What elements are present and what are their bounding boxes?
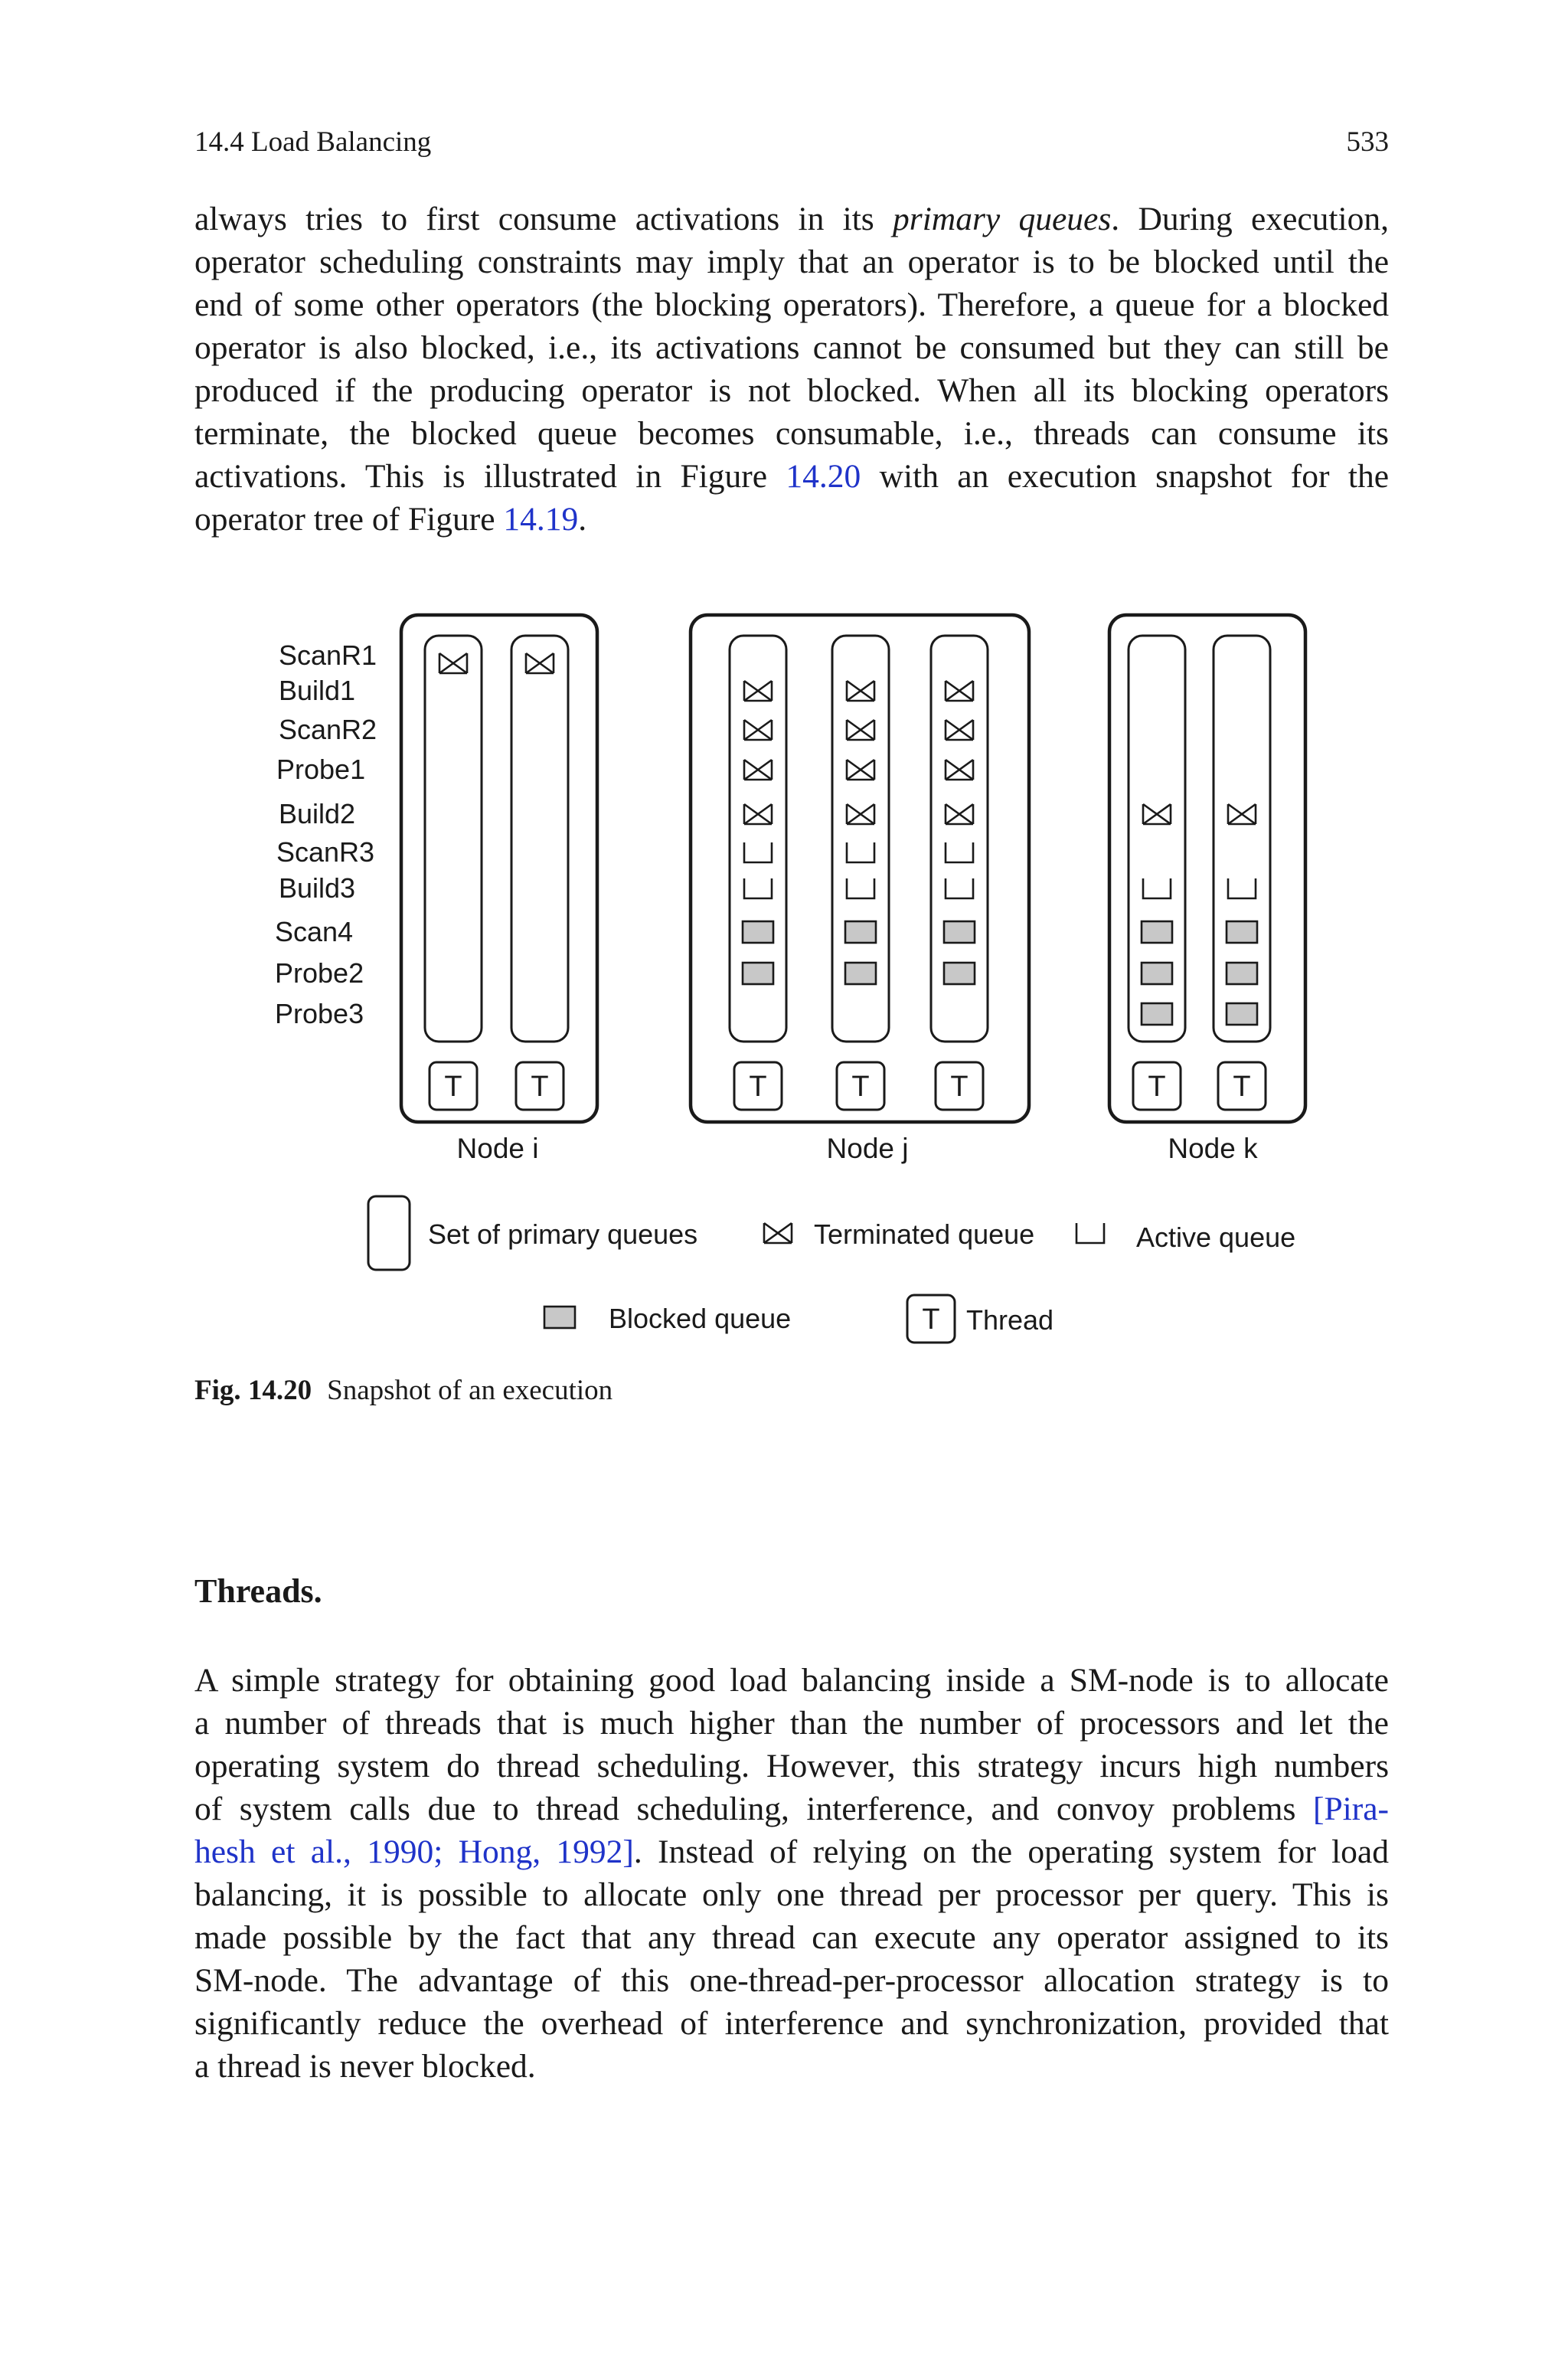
blocked-queue-legend-icon (544, 1307, 575, 1328)
body-text: terminate, the blocked queue becomes consumable, i.e., threads can consume its (194, 415, 1389, 452)
body-text: . (578, 501, 587, 538)
body-text: activations. This is illustrated in Figure (194, 458, 786, 495)
blocked-queue-icon (944, 963, 975, 984)
active-queue-icon (847, 842, 874, 862)
blocked-queue-icon (1142, 1003, 1172, 1025)
body-text: end of some other operators (the blocking operators). Therefore, a queue for a blocked (194, 286, 1389, 323)
body-text: of system calls due to thread scheduling, interference, and convoy problems (194, 1791, 1313, 1827)
thread-label: T (749, 1071, 767, 1103)
operator-label: Build3 (279, 872, 356, 904)
body-text: always tries to first consume activations in its (194, 201, 893, 237)
body-text: operator tree of Figure (194, 501, 504, 538)
threads-line (194, 1702, 1389, 1745)
body-text: significantly reduce the overhead of interference and synchronization, provided that (194, 2005, 1389, 2042)
thread-label: T (950, 1071, 969, 1103)
primary-queues-legend-icon (368, 1196, 410, 1270)
terminated-queue-icon (744, 720, 772, 740)
thread-label: T (922, 1303, 940, 1336)
legend-blocked-queue: Blocked queue (609, 1303, 792, 1334)
body-text: . Instead of relying on the operating system for load (633, 1833, 1389, 1870)
terminated-queue-icon (744, 681, 772, 701)
reference-link[interactable]: 14.20 (786, 458, 861, 495)
active-queue-icon (946, 842, 973, 862)
blocked-queue-icon (1142, 963, 1172, 984)
primary-queue-set (511, 636, 568, 1042)
blocked-queue-icon (1227, 963, 1257, 984)
terminated-queue-icon (946, 760, 973, 780)
blocked-queue-icon (845, 921, 876, 943)
threads-line (194, 1916, 1389, 1959)
operator-label: ScanR1 (279, 639, 377, 671)
body-text: made possible by the fact that any thread can execute any operator assigned to its (194, 1919, 1389, 1956)
terminated-queue-icon (847, 720, 874, 740)
legend-primary-queues: Set of primary queues (428, 1218, 698, 1250)
terminated-queue-icon (946, 681, 973, 701)
thread-label: T (1148, 1071, 1166, 1103)
blocked-queue-icon (944, 921, 975, 943)
reference-link[interactable]: hesh et al., 1990; Hong, 1992] (194, 1833, 634, 1870)
terminated-queue-icon (526, 653, 554, 673)
emphasis-text: primary queues (893, 201, 1112, 237)
blocked-queue-icon (1227, 921, 1257, 943)
terminated-queue-icon (946, 720, 973, 740)
body-text: a number of threads that is much higher than the number of processors and let the (194, 1705, 1389, 1742)
node-label: Node i (456, 1133, 539, 1164)
reference-link[interactable]: [Pira- (1312, 1791, 1389, 1827)
body-text: A simple strategy for obtaining good load balancing inside a SM-node is to allocate (194, 1662, 1389, 1699)
terminated-queue-icon (439, 653, 467, 673)
node-label: Node k (1168, 1133, 1258, 1164)
terminated-queue-icon (1228, 804, 1256, 824)
threads-heading: Threads. (194, 1572, 322, 1610)
operator-label: Build2 (279, 798, 356, 829)
figure-number: Fig. 14.20 (194, 1375, 312, 1406)
legend-active-queue: Active queue (1136, 1222, 1296, 1253)
blocked-queue-icon (743, 963, 773, 984)
blocked-queue-icon (1227, 1003, 1257, 1025)
active-queue-icon (946, 878, 973, 898)
terminated-queue-icon (847, 760, 874, 780)
operator-label: Build1 (279, 675, 356, 706)
active-queue-icon (1143, 878, 1171, 898)
reference-link[interactable]: 14.19 (503, 501, 579, 538)
active-queue-icon (744, 842, 772, 862)
operator-label: Probe2 (275, 957, 364, 989)
body-text: operator scheduling constraints may imply that an operator is to be blocked until the (194, 244, 1389, 280)
body-text: a thread is never blocked. (194, 2048, 536, 2085)
threads-line (194, 2045, 1389, 2088)
body-text: . During execution, (1111, 201, 1389, 237)
body-text: SM-node. The advantage of this one-thread-per-processor allocation strategy is to (194, 1962, 1389, 1999)
operator-label: Probe1 (276, 754, 366, 785)
terminated-queue-legend-icon (764, 1223, 792, 1243)
primary-queue-set (425, 636, 482, 1042)
active-queue-icon (847, 878, 874, 898)
threads-line (194, 2002, 1389, 2045)
section-title: 14.4 Load Balancing (194, 126, 432, 158)
threads-paragraph (194, 1659, 1389, 2088)
thread-label: T (851, 1071, 870, 1103)
body-text: operator is also blocked, i.e., its activations cannot be consumed but they can still be (194, 329, 1389, 366)
figure-caption-text: Snapshot of an execution (327, 1375, 613, 1406)
threads-line (194, 1745, 1389, 1788)
body-text: with an execution snapshot for the (861, 458, 1389, 495)
active-queue-icon (744, 878, 772, 898)
active-queue-icon (1228, 878, 1256, 898)
blocked-queue-icon (1142, 921, 1172, 943)
thread-label: T (1233, 1071, 1251, 1103)
terminated-queue-icon (946, 804, 973, 824)
operator-label: ScanR2 (279, 714, 377, 745)
terminated-queue-icon (744, 760, 772, 780)
blocked-queue-icon (845, 963, 876, 984)
terminated-queue-icon (744, 804, 772, 824)
threads-line (194, 1959, 1389, 2002)
legend-thread: Thread (966, 1304, 1054, 1336)
node-box (1109, 615, 1305, 1122)
body-text: balancing, it is possible to allocate only one thread per processor per query. This is (194, 1876, 1389, 1913)
operator-label: ScanR3 (276, 836, 375, 868)
threads-line (194, 1788, 1389, 1830)
threads-line (194, 1830, 1389, 1873)
thread-label: T (531, 1071, 549, 1103)
body-text: operating system do thread scheduling. However, this strategy incurs high numbers (194, 1748, 1389, 1784)
figure-caption (194, 1372, 612, 1409)
page-number: 533 (1346, 126, 1389, 158)
terminated-queue-icon (847, 681, 874, 701)
legend-terminated-queue: Terminated queue (814, 1218, 1035, 1250)
threads-line (194, 1873, 1389, 1916)
thread-label: T (444, 1071, 462, 1103)
operator-label: Scan4 (275, 916, 354, 947)
node-label: Node j (826, 1133, 909, 1164)
terminated-queue-icon (1143, 804, 1171, 824)
active-queue-legend-icon (1076, 1223, 1104, 1243)
operator-label: Probe3 (275, 998, 364, 1029)
threads-line (194, 1659, 1389, 1702)
blocked-queue-icon (743, 921, 773, 943)
body-text: produced if the producing operator is not blocked. When all its blocking operators (194, 372, 1389, 409)
terminated-queue-icon (847, 804, 874, 824)
